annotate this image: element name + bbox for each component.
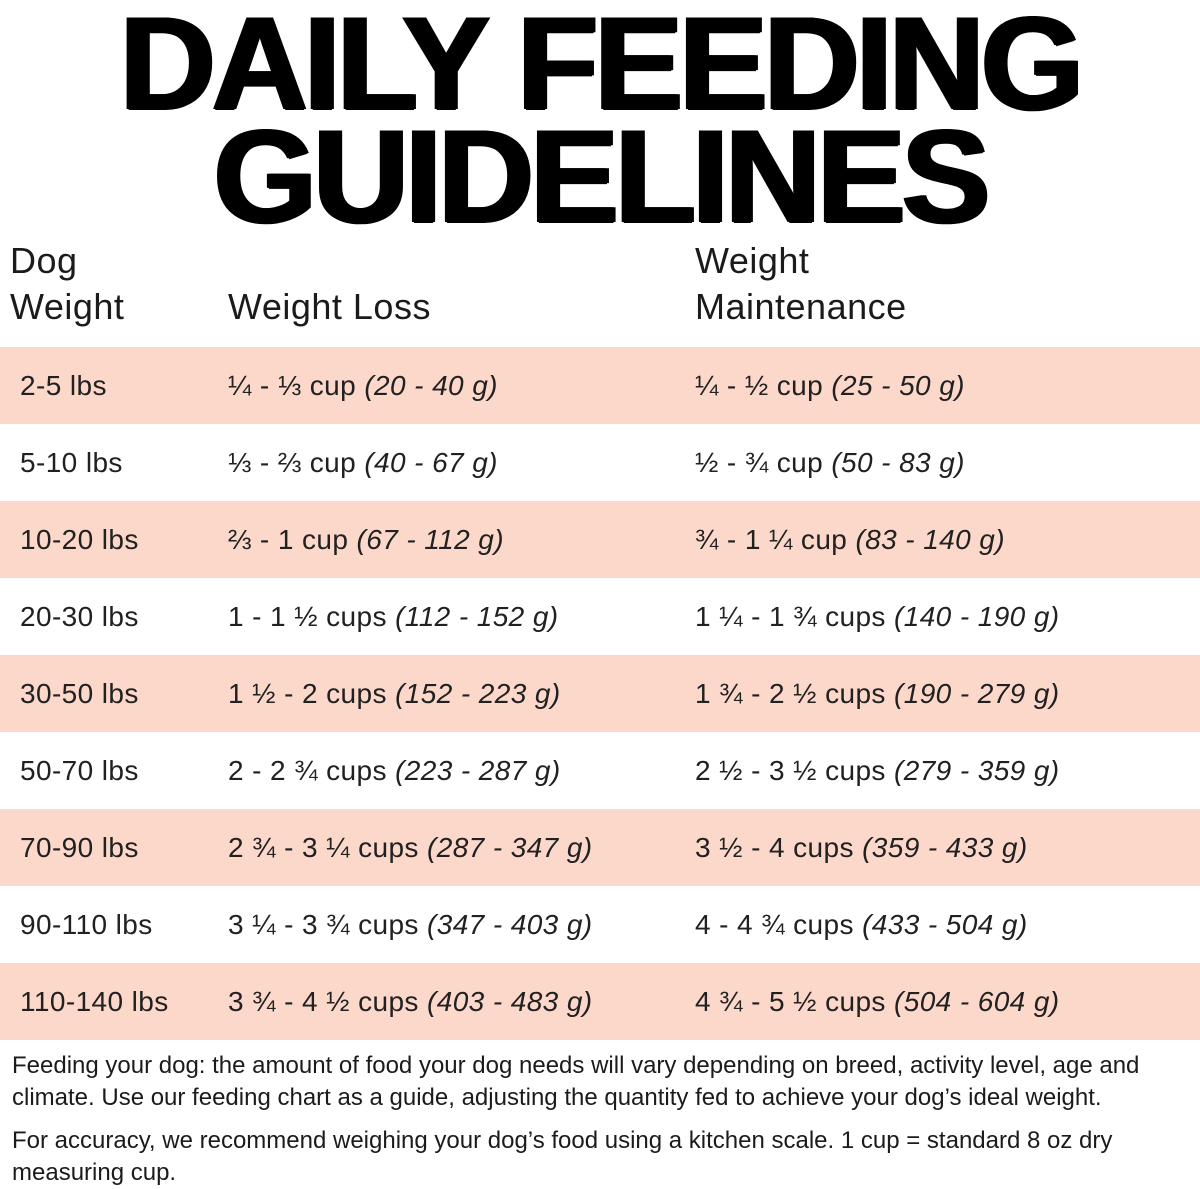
weight-loss-cups-text: 3 ¾ - 4 ½ cups <box>228 985 419 1017</box>
weight-loss-cell <box>228 755 695 787</box>
weight-loss-cups-text: 2 - 2 ¾ cups <box>228 754 387 786</box>
dog-weight-cell: 5-10 lbs <box>20 446 123 478</box>
feeding-table <box>0 347 1200 1040</box>
table-row <box>0 655 1200 732</box>
weight-loss-grams-text: (112 - 152 g) <box>395 600 559 632</box>
weight-loss-cell <box>228 986 695 1018</box>
weight-maintenance-grams-text: (140 - 190 g) <box>894 600 1060 632</box>
weight-maintenance-cups-text: 1 ¼ - 1 ¾ cups <box>695 600 886 632</box>
weight-loss-cups-text: ⅓ - ⅔ cup <box>228 446 357 478</box>
weight-loss-grams-text: (347 - 403 g) <box>427 908 593 940</box>
weight-maintenance-grams-text: (433 - 504 g) <box>862 908 1028 940</box>
weight-maintenance-grams-text: (279 - 359 g) <box>894 754 1060 786</box>
weight-loss-cell <box>228 909 695 941</box>
weight-maintenance-cell <box>695 601 1200 633</box>
weight-loss-grams-text: (223 - 287 g) <box>395 754 561 786</box>
weight-maintenance-cell <box>695 370 1200 402</box>
dog-weight-cell: 50-70 lbs <box>20 754 139 786</box>
weight-maintenance-grams-text: (83 - 140 g) <box>855 523 1005 555</box>
weight-loss-grams-text: (67 - 112 g) <box>356 523 504 555</box>
column-header-weight-maintenance-line-2: Maintenance <box>695 286 907 327</box>
weight-maintenance-grams-text: (50 - 83 g) <box>831 446 965 478</box>
table-row <box>0 963 1200 1040</box>
weight-maintenance-cell <box>695 986 1200 1018</box>
weight-maintenance-cell <box>695 447 1200 479</box>
page-title <box>0 0 1200 251</box>
table-row <box>0 732 1200 809</box>
column-header-dog-weight <box>10 238 228 330</box>
table-row <box>0 424 1200 501</box>
weight-loss-grams-text: (40 - 67 g) <box>364 446 498 478</box>
weight-maintenance-cups-text: ¼ - ½ cup <box>695 369 824 401</box>
column-header-dog-weight-line-2: Weight <box>10 286 125 327</box>
weight-maintenance-cell <box>695 524 1200 556</box>
weight-maintenance-grams-text: (359 - 433 g) <box>862 831 1028 863</box>
weight-loss-grams-text: (287 - 347 g) <box>427 831 593 863</box>
page-title-line-1: DAILY FEEDING <box>119 0 1081 138</box>
weight-loss-cups-text: ¼ - ⅓ cup <box>228 369 357 401</box>
dog-weight-cell: 10-20 lbs <box>20 523 139 555</box>
table-row <box>0 886 1200 963</box>
weight-loss-cups-text: 1 - 1 ½ cups <box>228 600 387 632</box>
weight-maintenance-cups-text: 4 ¾ - 5 ½ cups <box>695 985 886 1017</box>
weight-loss-cell <box>228 370 695 402</box>
weight-loss-grams-text: (152 - 223 g) <box>395 677 561 709</box>
table-row <box>0 578 1200 655</box>
weight-loss-cell <box>228 447 695 479</box>
weight-maintenance-cups-text: 2 ½ - 3 ½ cups <box>695 754 886 786</box>
dog-weight-cell: 70-90 lbs <box>20 831 139 863</box>
footer-note-feeding: Feeding your dog: the amount of food your dog needs will vary depending on breed, activity level, age and climate. Use our feeding chart as a guide, adjusting the quantity fed to achieve your dog’s ideal weight. <box>12 1052 1140 1111</box>
dog-weight-cell: 30-50 lbs <box>20 677 139 709</box>
weight-maintenance-grams-text: (190 - 279 g) <box>894 677 1060 709</box>
weight-loss-cell <box>228 678 695 710</box>
table-row <box>0 347 1200 424</box>
weight-maintenance-cell <box>695 909 1200 941</box>
dog-weight-cell: 20-30 lbs <box>20 600 139 632</box>
weight-loss-cell <box>228 832 695 864</box>
column-header-weight-maintenance-line-1: Weight <box>695 240 810 281</box>
weight-maintenance-cell <box>695 678 1200 710</box>
weight-maintenance-cups-text: ½ - ¾ cup <box>695 446 824 478</box>
weight-maintenance-cell <box>695 832 1200 864</box>
weight-loss-grams-text: (403 - 483 g) <box>427 985 593 1017</box>
page-title-line-2: GUIDELINES <box>213 103 987 251</box>
weight-maintenance-cell <box>695 755 1200 787</box>
table-row <box>0 809 1200 886</box>
weight-loss-cell <box>228 601 695 633</box>
weight-maintenance-cups-text: ¾ - 1 ¼ cup <box>695 523 848 555</box>
weight-loss-cups-text: 3 ¼ - 3 ¾ cups <box>228 908 419 940</box>
table-row <box>0 501 1200 578</box>
weight-maintenance-grams-text: (25 - 50 g) <box>831 369 965 401</box>
column-header-weight-loss <box>228 284 695 330</box>
weight-maintenance-cups-text: 4 - 4 ¾ cups <box>695 908 854 940</box>
dog-weight-cell: 90-110 lbs <box>20 908 153 940</box>
weight-loss-cups-text: 1 ½ - 2 cups <box>228 677 387 709</box>
weight-maintenance-cups-text: 1 ¾ - 2 ½ cups <box>695 677 886 709</box>
weight-maintenance-grams-text: (504 - 604 g) <box>894 985 1060 1017</box>
weight-loss-cups-text: 2 ¾ - 3 ¼ cups <box>228 831 419 863</box>
column-header-weight-loss-label: Weight Loss <box>228 286 431 327</box>
footer-notes <box>0 1040 1200 1189</box>
column-header-dog-weight-line-1: Dog <box>10 240 78 281</box>
weight-loss-cups-text: ⅔ - 1 cup <box>228 523 349 555</box>
dog-weight-cell: 2-5 lbs <box>20 369 107 401</box>
weight-maintenance-cups-text: 3 ½ - 4 cups <box>695 831 854 863</box>
footer-note-accuracy: For accuracy, we recommend weighing your dog’s food using a kitchen scale. 1 cup = standard 8 oz dry measuring cup. <box>12 1127 1113 1186</box>
column-header-weight-maintenance <box>695 238 1200 330</box>
weight-loss-grams-text: (20 - 40 g) <box>364 369 498 401</box>
dog-weight-cell: 110-140 lbs <box>20 985 169 1017</box>
weight-loss-cell <box>228 524 695 556</box>
table-header-row <box>0 238 1200 347</box>
